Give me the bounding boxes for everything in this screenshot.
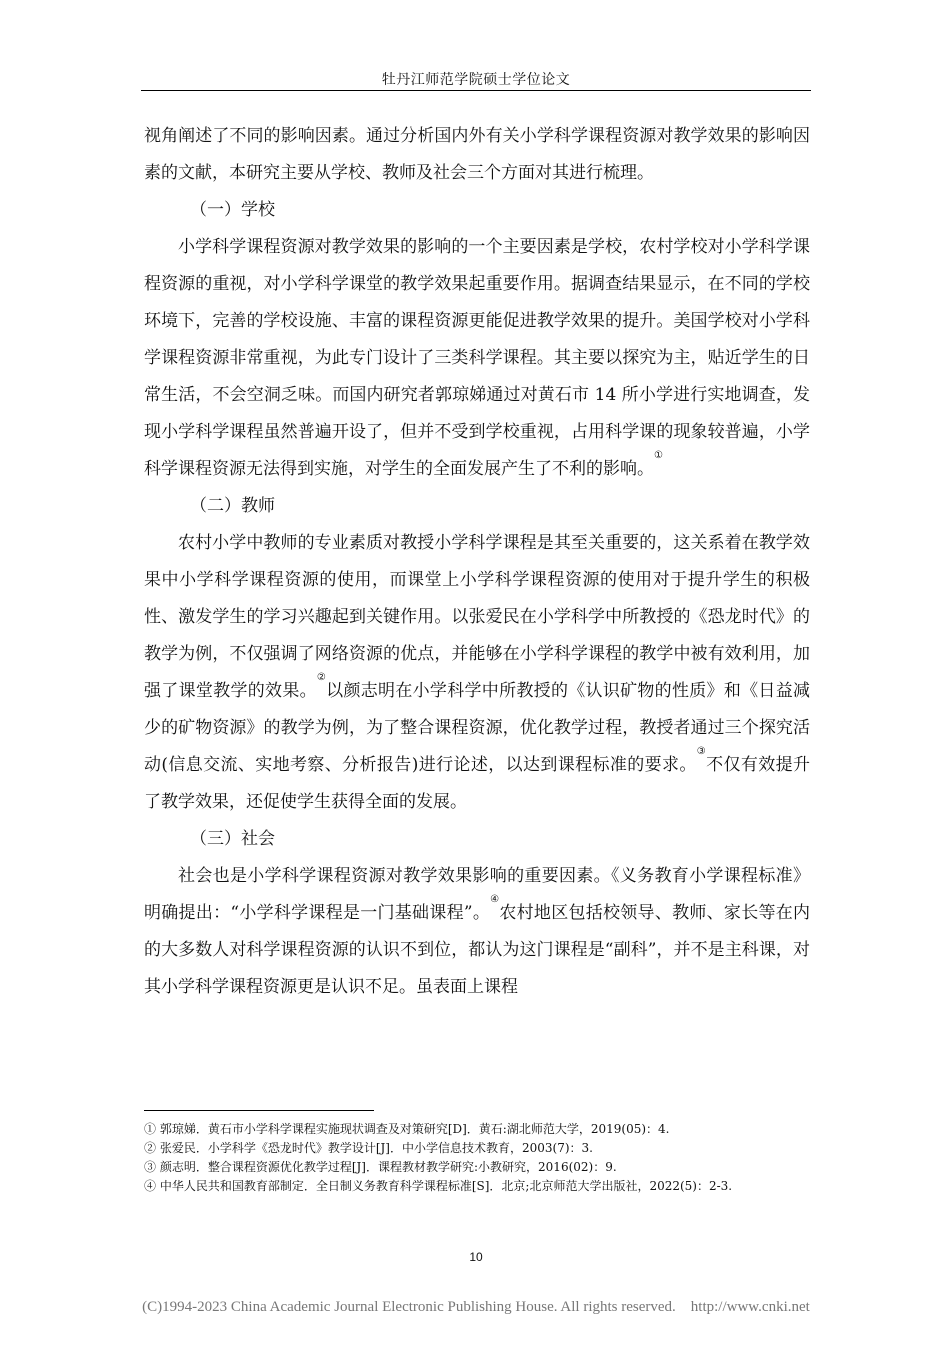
footnote-4: ④ 中华人民共和国教育部制定．全日制义务教育科学课程标准[S]．北京;北京师范大学出版社，2022(5)：2-3. [144,1179,733,1193]
section-heading-teacher: （二）教师 [190,496,275,516]
section-heading-school: （一）学校 [190,200,275,220]
copyright-notice: (C)1994-2023 China Academic Journal Electronic Publishing House. All rights reserved. http://www.cnki.net [142,1299,810,1315]
footnote-rule [144,1110,374,1111]
footnote-marker-2: ② [316,672,327,683]
paragraph-society-text-a: 社会也是小学科学课程资源对教学效果影响的重要因素。《义务教育小学课程标准》明确提出：“小学科学课程是一门基础课程”。 [144,866,810,923]
paragraph-teacher-text-b: 以颜志明在小学科学中所教授的《认识矿物的性质》和《日益减少的矿物资源》的教学为例，为了整合课程资源，优化教学过程，教授者通过三个探究活动(信息交流、实地考察、分析报告)进行论述，以达到课程标准的要求。 [144,681,811,775]
footnote-marker-3: ③ [696,746,707,757]
footnote-marker-4: ④ [490,894,500,905]
footnotes [144,1120,810,1196]
running-header: 牡丹江师范学院硕士学位论文 [381,72,571,88]
paragraph-intro: 视角阐述了不同的影响因素。通过分析国内外有关小学科学课程资源对教学效果的影响因素的文献，本研究主要从学校、教师及社会三个方面对其进行梳理。 [144,126,810,183]
paragraph-society-text-b: 农村地区包括校领导、教师、家长等在内的大多数人对科学课程资源的认识不到位，都认为这门课程是“副科”，并不是主科课，对其小学科学课程资源更是认识不足。虽表面上课程 [144,903,811,997]
paragraph-society [144,858,810,1006]
page-number: 10 [469,1250,483,1264]
paragraph-teacher [144,525,810,821]
footnote-marker-1: ① [654,450,663,461]
footnote-2: ② 张爱民．小学科学《恐龙时代》教学设计[J]．中小学信息技术教育，2003(7)：3. [144,1141,593,1155]
paragraph-teacher-text-c: 不仅有效提升了教学效果，还促使学生获得全面的发展。 [144,755,811,812]
footnote-1: ① 郭琼娣．黄石市小学科学课程实施现状调查及对策研究[D]．黄石:湖北师范大学，2019(05)：4. [144,1122,670,1136]
section-heading-society: （三）社会 [190,829,275,849]
paragraph-teacher-text-a: 农村小学中教师的专业素质对教授小学科学课程是其至关重要的，这关系着在教学效果中小学科学课程资源的使用，而课堂上小学科学课程资源的使用对于提升学生的积极性、激发学生的学习兴趣起到关键作用。以张爱民在小学科学中所教授的《恐龙时代》的教学为例，不仅强调了网络资源的优点，并能够在小学科学课程的教学中被有效利用，加强了课堂教学的效果。 [144,533,810,701]
main-text [144,118,810,1006]
paragraph-school-text: 小学科学课程资源对教学效果的影响的一个主要因素是学校，农村学校对小学科学课程资源的重视，对小学科学课堂的教学效果起重要作用。据调查结果显示，在不同的学校环境下，完善的学校设施、丰富的课程资源更能促进教学效果的提升。美国学校对小学科学课程资源非常重视，为此专门设计了三类科学课程。其主要以探究为主，贴近学生的日常生活，不会空洞乏味。而国内研究者郭琼娣通过对黄石市 14 所小学进行实地调查，发现小学科学课程虽然普遍开设了，但并不受到学校重视，占用科学课的现象较普遍，小学科学课程资源无法得到实施，对学生的全面发展产生了不利的影响。 [144,237,810,479]
paragraph-school [144,229,810,488]
footnote-3: ③ 颜志明．整合课程资源优化教学过程[J]．课程教材教学研究:小教研究，2016(02)：9. [144,1160,617,1174]
header-rule [141,90,811,91]
